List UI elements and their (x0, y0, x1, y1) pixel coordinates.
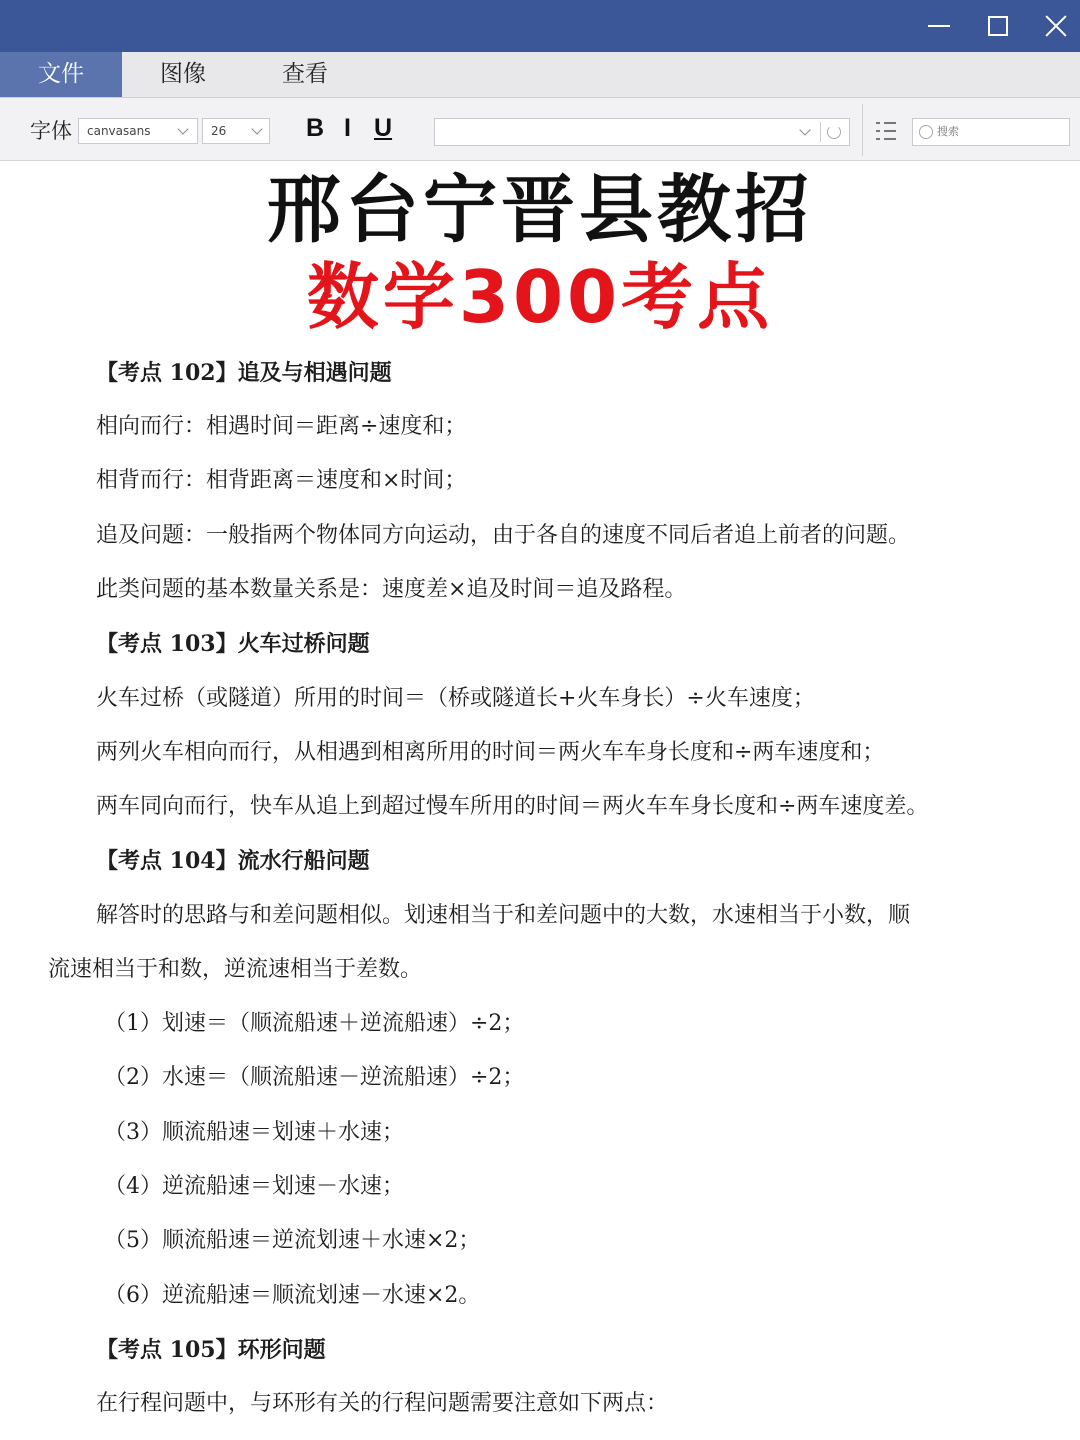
font-label: 字体 (30, 119, 72, 143)
search-box[interactable] (912, 118, 1070, 146)
text-line: 此类问题的基本数量关系是：速度差×追及时间＝追及路程。 (96, 577, 687, 602)
minimize-icon (928, 25, 950, 27)
formula-line: （6）逆流船速＝顺流划速－水速×2。 (104, 1283, 481, 1308)
bold-button[interactable]: B (306, 114, 325, 142)
formula-line: （1）划速＝（顺流船速＋逆流船速）÷2； (104, 1011, 525, 1036)
font-size-value: 26 (211, 124, 227, 138)
formula-line: （3）顺流船速＝划速＋水速； (104, 1120, 404, 1145)
menu-item-image[interactable]: 图像 (160, 61, 206, 87)
formula-line: （2）水速＝（顺流船速－逆流船速）÷2； (104, 1065, 525, 1090)
section-heading: 【考点 102】追及与相遇问题 (96, 360, 392, 386)
formula-line: （4）逆流船速＝划速－水速； (104, 1174, 404, 1199)
search-icon (919, 125, 933, 139)
section-heading: 【考点 103】火车过桥问题 (96, 631, 370, 657)
chevron-down-icon (799, 124, 810, 135)
text-line: 流速相当于和数，逆流速相当于差数。 (48, 957, 423, 982)
search-input[interactable] (937, 122, 1061, 140)
toolbar-divider (862, 104, 863, 156)
text-line: 解答时的思路与和差问题相似。划速相当于和差问题中的大数，水速相当于小数，顺 (96, 903, 911, 928)
font-size-select[interactable] (202, 118, 270, 144)
text-line: 相向而行：相遇时间＝距离÷速度和； (96, 414, 467, 439)
menu-bar (0, 52, 1080, 98)
formula-line: （5）顺流船速＝逆流划速＋水速×2； (104, 1228, 481, 1253)
section-heading: 【考点 104】流水行船问题 (96, 848, 370, 874)
underline-button[interactable]: U (374, 114, 393, 142)
minimize-button[interactable] (918, 6, 962, 46)
close-button[interactable] (1034, 6, 1078, 46)
document-subtitle: 数学300考点 (306, 255, 774, 339)
maximize-button[interactable] (976, 6, 1020, 46)
numbered-list-icon[interactable] (876, 120, 896, 142)
text-line: 相背而行：相背距离＝速度和×时间； (96, 468, 467, 493)
italic-button[interactable]: I (344, 114, 351, 142)
text-line: 在行程问题中，与环形有关的行程问题需要注意如下两点： (96, 1391, 669, 1416)
chevron-down-icon (177, 123, 188, 134)
maximize-icon (988, 16, 1008, 36)
menu-item-file[interactable]: 文件 (0, 52, 122, 97)
section-heading: 【考点 105】环形问题 (96, 1337, 326, 1363)
style-combo[interactable] (434, 118, 850, 146)
title-bar (0, 0, 1080, 52)
menu-item-view[interactable]: 查看 (282, 61, 328, 87)
document-title: 邢台宁晋县教招 (267, 167, 813, 253)
text-line: 火车过桥（或隧道）所用的时间＝（桥或隧道长+火车身长）÷火车速度； (96, 686, 815, 711)
refresh-icon[interactable] (827, 125, 841, 139)
text-line: 两列火车相向而行，从相遇到相离所用的时间＝两火车车身长度和÷两车速度和； (96, 740, 885, 765)
font-family-select[interactable] (78, 118, 198, 144)
chevron-down-icon (251, 123, 262, 134)
text-line: 追及问题：一般指两个物体同方向运动，由于各自的速度不同后者追上前者的问题。 (96, 523, 911, 548)
text-line: 两车同向而行，快车从追上到超过慢车所用的时间＝两火车车身长度和÷两车速度差。 (96, 794, 929, 819)
font-family-value: canvasans (87, 124, 151, 138)
